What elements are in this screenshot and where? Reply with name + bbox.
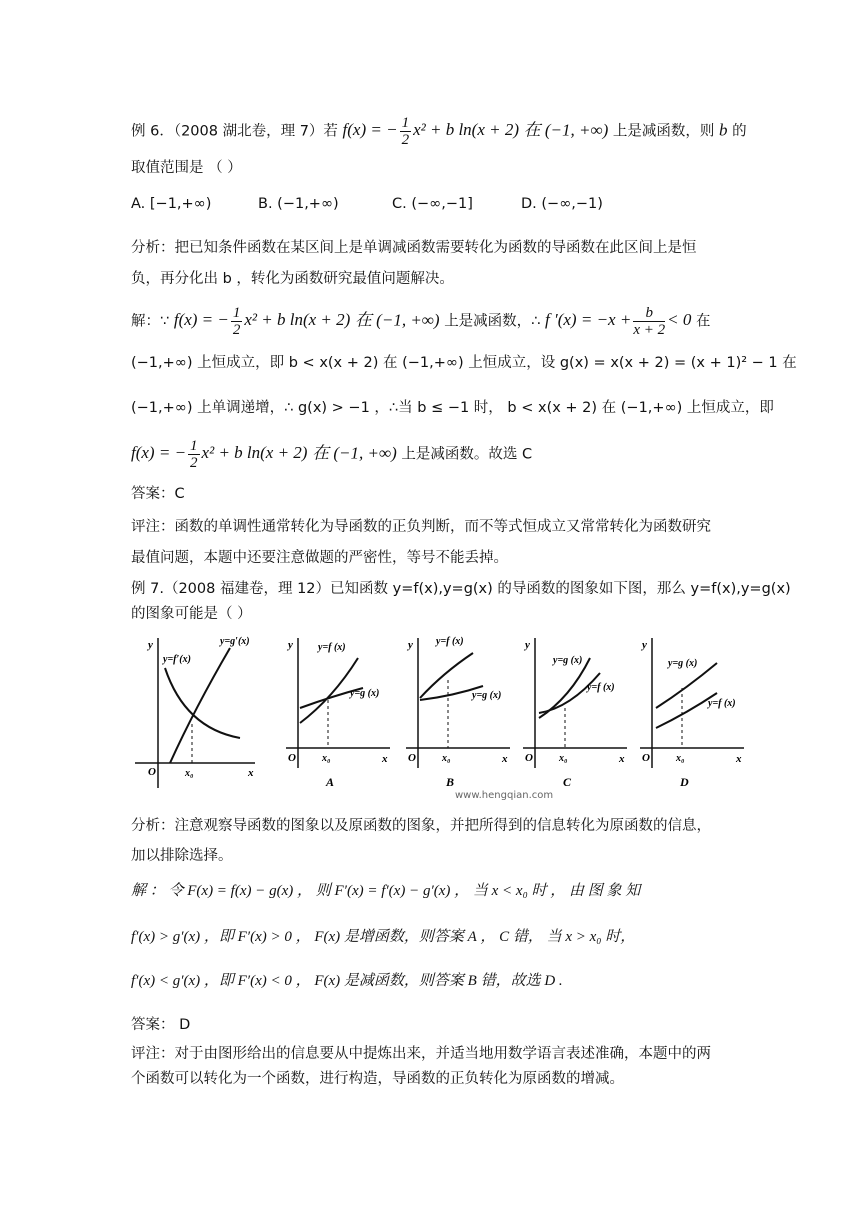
svg-text:x: x [619,753,625,765]
ex7-line2: 的图象可能是（ ） [131,606,252,622]
ex6-solution-4 [131,438,532,471]
svg-text:x: x [736,753,742,765]
svg-text:y: y [525,639,530,651]
ex7-answer: 答案： D [131,1017,191,1033]
svg-text:x₀: x₀ [559,753,568,764]
svg-text:x₀: x₀ [322,753,331,764]
sol-mid: 上是减函数，∴ [444,313,541,330]
sol-tail: 在 [695,313,711,330]
svg-text:O: O [642,752,650,764]
ex6-analysis-1: 分析：把已知条件函数在某区间上是单调减函数需要转化为函数的导函数在此区间上是恒 [131,240,697,256]
ex7-solution-3: f′(x) < g′(x) ，即 F′(x) < 0 ， F(x) 是减函数，则答案 B 错，故选 D . [131,973,563,989]
graph-option-d [632,628,752,798]
svg-text:O: O [525,752,533,764]
ex7-solution-2: f′(x) > g′(x) ，即 F′(x) > 0 ， F(x) 是增函数，则答案 A ， C 错， 当 x > x₀ 时， [131,929,636,945]
graph-option-b [398,628,518,798]
svg-text:x: x [382,753,388,765]
sol-label: 解：∵ [131,313,170,330]
graph-option-c [515,628,635,798]
option-a: A. [−1,+∞) [131,196,212,212]
gprime-label: y=g′(x) [220,636,250,647]
option-c: C. (−∞,−1] [392,196,473,212]
ex6-answer: 答案：C [131,486,185,502]
option-d: D. (−∞,−1) [521,196,603,212]
option-b: B. (−1,+∞) [258,196,339,212]
formula-fx-repeat: f(x) = − $\frac{1}{2}$ x² + b ln(x + 2) [173,305,351,338]
graph-derivatives [130,628,265,798]
svg-text:x₀: x₀ [442,753,451,764]
ex6-analysis-2: 负，再分化出 b ，转化为函数研究最值问题解决。 [131,271,454,287]
ex7-solution-1: 解 ： 令 F(x) = f(x) − g(x) ， 则 F′(x) = f′(x) − g′(x) ， 当 x < x₀ 时 ， 由 图 象 知 [131,883,641,899]
formula-domain: 在 (−1, +∞) [523,120,609,140]
svg-text:O: O [408,752,416,764]
formula-domain-repeat: 在 (−1, +∞) [354,310,440,330]
formula-derivative: f ′(x) = −x + $\frac{b}{x + 2}$ < 0 [545,305,692,338]
axis-y-label: y [148,639,153,651]
ex6-prefix: 例 6．（2008 湖北卷，理 7）若 [131,123,338,140]
svg-text:y=g (x): y=g (x) [472,690,502,701]
svg-text:y: y [408,639,413,651]
sol4-tail: 上是减函数。故选 C [401,446,533,463]
ex6-comment-1: 评注：函数的单调性通常转化为导函数的正负判断，而不等式恒成立又常常转化为函数研究 [131,519,711,535]
watermark: www.hengqian.com [455,790,554,801]
svg-text:y=f (x): y=f (x) [708,698,736,709]
formula-fx: f(x) = − $\frac{1}{2}$ x² + b ln(x + 2) [342,115,520,148]
x0-label: x₀ [185,768,194,779]
ex7-analysis-1: 分析：注意观察导函数的图象以及原函数的图象，并把所得到的信息转化为原函数的信息， [131,818,711,834]
ex7-line1: 例 7.（2008 福建卷，理 12）已知函数 y=f(x),y=g(x) 的导函数的图象如下图，那么 y=f(x),y=g(x) [131,581,791,597]
origin-label: O [148,766,156,778]
label-c: C [563,775,572,789]
ex6-tail: 的 [732,123,747,140]
formula-fx-final: f(x) = − $\frac{1}{2}$ x² + b ln(x + 2) [131,438,308,471]
ex7-comment-2: 个函数可以转化为一个函数，进行构造，导函数的正负转化为原函数的增减。 [131,1071,624,1087]
svg-text:x: x [502,753,508,765]
svg-text:y=f (x): y=f (x) [318,642,346,653]
axis-x-label: x [248,767,254,779]
ex7-analysis-2: 加以排除选择。 [131,848,233,864]
ex6-line1 [131,115,747,148]
label-d: D [680,775,689,789]
svg-text:y=g (x): y=g (x) [350,688,380,699]
ex6-comment-2: 最值问题，本题中还要注意做题的严密性，等号不能丢掉。 [131,550,508,566]
ex6-solution-1 [131,305,710,338]
svg-text:y: y [288,639,293,651]
svg-text:y: y [642,639,647,651]
ex6-line2: 取值范围是 （ ） [131,160,242,176]
fprime-label: y=f′(x) [163,654,191,665]
ex6-solution-3: (−1,+∞) 上单调递增，∴ g(x) > −1 ，∴当 b ≤ −1 时， b < x(x + 2) 在 (−1,+∞) 上恒成立，即 [131,400,774,416]
var-b: b [719,120,728,140]
svg-text:O: O [288,752,296,764]
graph-option-a [278,628,398,798]
ex6-suffix: 上是减函数，则 [612,123,715,140]
svg-text:y=f (x): y=f (x) [587,682,615,693]
label-b: B [446,775,455,789]
svg-text:y=f (x): y=f (x) [436,636,464,647]
label-a: A [326,775,335,789]
svg-text:y=g (x): y=g (x) [553,655,583,666]
formula-domain-final: 在 (−1, +∞) [312,443,397,463]
ex7-comment-1: 评注：对于由图形给出的信息要从中提炼出来，并适当地用数学语言表述准确，本题中的两 [131,1046,711,1062]
ex6-solution-2: (−1,+∞) 上恒成立，即 b < x(x + 2) 在 (−1,+∞) 上恒成立，设 g(x) = x(x + 2) = (x + 1)² − 1 在 [131,355,797,371]
svg-text:y=g (x): y=g (x) [668,658,698,669]
svg-text:x₀: x₀ [676,753,685,764]
